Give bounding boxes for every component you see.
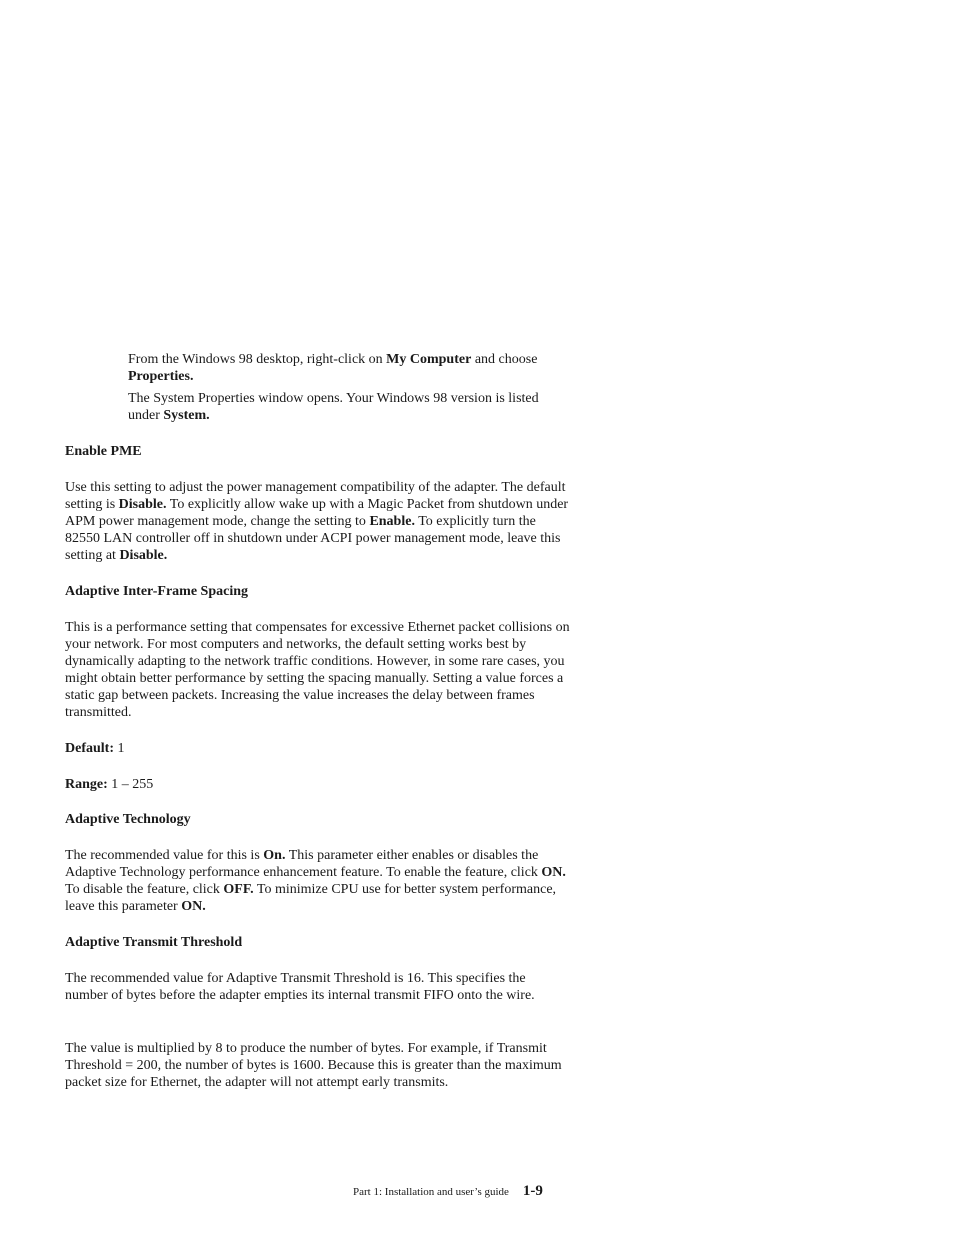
range-label: Range: [65, 777, 108, 792]
text: To explicitly turn the 82550 LAN controller off in shutdown under ACPI power management mode, leave this setting at [65, 514, 561, 563]
aifs-body: This is a performance setting that compensates for excessive Ethernet packet collisions on your network. For most computers and networks, the default setting works best by dynamically adapting to the network traffic conditions. However, in some rare cases, you might obtain better performance by setting the spacing manually. Setting a value forces a static gap between packets. Increasing the value increases the delay between frames transmitted. [65, 620, 570, 720]
aifs-range [65, 776, 570, 793]
footer-text: Part 1: Installation and user’s guide [353, 1186, 509, 1198]
page-footer [353, 1181, 570, 1202]
intro-instruction [128, 351, 570, 385]
bold-term: OFF. [223, 882, 254, 897]
properties-term: Properties. [128, 369, 194, 384]
text: Use this setting to adjust the power management compatibility of the adapter. The default setting is [65, 480, 566, 512]
bold-term: Disable. [118, 497, 167, 512]
enable-pme-body [65, 479, 570, 564]
text: To explicitly allow wake up with a Magic Packet from shutdown under APM power management mode, change the setting to [65, 497, 569, 529]
my-computer-term: My Computer [386, 352, 472, 367]
page-number: 1-9 [522, 1183, 543, 1199]
intro-result [128, 390, 570, 424]
text: To minimize CPU use for better system performance, leave this parameter [65, 882, 557, 914]
adaptive-technology-body [65, 847, 570, 915]
text: and choose [471, 352, 538, 367]
text: The System Properties window opens. Your Windows 98 version is listed under [128, 391, 539, 423]
text: From the Windows 98 desktop, right-click on [128, 352, 387, 367]
enable-pme-heading: Enable PME [65, 444, 142, 459]
aifs-heading: Adaptive Inter-Frame Spacing [65, 584, 249, 599]
aifs-default [65, 740, 570, 757]
att-body-1: The recommended value for Adaptive Transmit Threshold is 16. This specifies the number of bytes before the adapter empties its internal transmit FIFO onto the wire. [65, 971, 535, 1003]
att-heading: Adaptive Transmit Threshold [65, 935, 243, 950]
default-value: 1 [114, 741, 125, 756]
text: The recommended value for this is [65, 848, 264, 863]
system-term: System. [163, 408, 210, 423]
adaptive-technology-heading: Adaptive Technology [65, 812, 191, 827]
text: This parameter either enables or disables the Adaptive Technology performance enhancement feature. To enable the feature, click [65, 848, 542, 880]
default-label: Default: [65, 741, 114, 756]
bold-term: On. [263, 848, 286, 863]
bold-term: Disable. [119, 548, 168, 563]
bold-term: Enable. [369, 514, 415, 529]
bold-term: ON. [541, 865, 566, 880]
text: To disable the feature, click [65, 882, 224, 897]
range-value: 1 – 255 [107, 777, 154, 792]
bold-term: ON. [181, 899, 206, 914]
att-body-2: The value is multiplied by 8 to produce the number of bytes. For example, if Transmit Threshold = 200, the number of bytes is 1600. Because this is greater than the maximum packet size for Ethernet, the adapter will not attempt early transmits. [65, 1041, 562, 1090]
